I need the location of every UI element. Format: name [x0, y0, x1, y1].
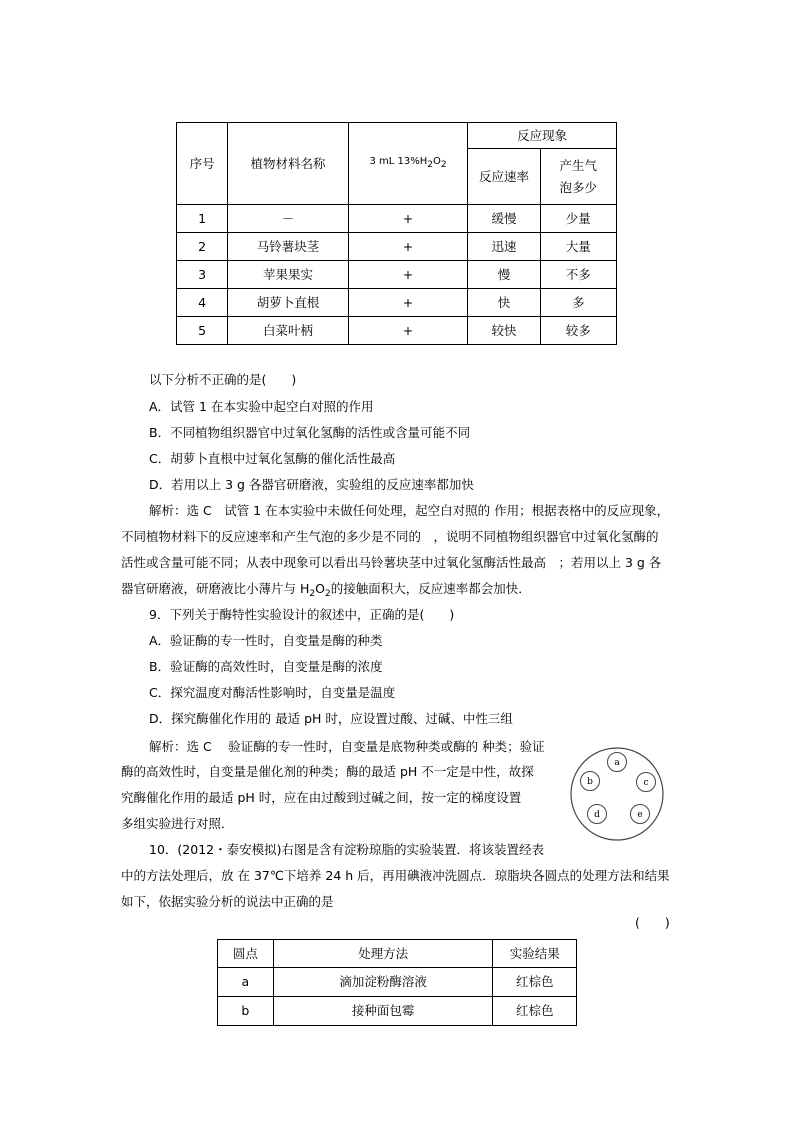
- table-row: 4 胡萝卜直根 + 快 多: [177, 289, 617, 317]
- table-row: 3 苹果果实 + 慢 不多: [177, 261, 617, 289]
- table-row: 1 － + 缓慢 少量: [177, 205, 617, 233]
- q8-explanation-line1: 解析：选 C 试管 1 在本实验中未做任何处理，起空白对照的 作用；根据表格中的反应现象，: [149, 503, 670, 518]
- q8-option-a: A．试管 1 在本实验中起空白对照的作用: [149, 399, 374, 414]
- q10-stem-line2: 中的方法处理后，放 在 37℃下培养 24 h 后，再用碘液冲洗圆点．琼脂块各圆点的处理方法和结果: [121, 868, 670, 883]
- q8-option-d: D．若用以上 3 g 各器官研磨液，实验组的反应速率都加快: [149, 477, 474, 492]
- q9-option-b: B．验证酶的高效性时，自变量是酶的浓度: [149, 659, 383, 674]
- header-h2o2: 3 mL 13%H2O2: [348, 123, 468, 205]
- q9-option-c: C．探究温度对酶活性影响时，自变量是温度: [149, 685, 396, 700]
- q9-explanation-line3: 究酶催化作用的最适 pH 时，应在由过酸到过碱之间，按一定的梯度设置: [121, 790, 522, 805]
- q10-stem-line1: 10．(2012・泰安模拟)右图是含有淀粉琼脂的实验装置．将该装置经表: [149, 842, 544, 857]
- q8-stem: 以下分析不正确的是( ): [149, 372, 297, 387]
- q8-explanation-line4: 器官研磨液，研磨液比小薄片与 $H_2O_2$的接触面积大，反应速率都会加快．: [121, 581, 531, 599]
- q10-answer-paren: ( ): [635, 915, 670, 930]
- q9-explanation-line2: 酶的高效性时，自变量是催化剂的种类；酶的最适 pH 不一定是中性，故探: [121, 764, 534, 779]
- q9-option-a: A．验证酶的专一性时，自变量是酶的种类: [149, 633, 383, 648]
- header-bubbles: 产生气 泡多少: [540, 149, 616, 205]
- reaction-table: [176, 122, 617, 345]
- header-rate: 反应速率: [468, 149, 540, 205]
- header-reaction: 反应现象: [468, 123, 617, 149]
- spot-label: a: [614, 758, 620, 768]
- q10-stem-line3: 如下，依据实验分析的说法中正确的是: [121, 894, 334, 909]
- table-row: b 接种面包霉 红棕色: [218, 997, 577, 1026]
- header-material: 植物材料名称: [228, 123, 349, 205]
- table-header-row: 圆点 处理方法 实验结果: [218, 940, 577, 968]
- q9-option-d: D．探究酶催化作用的 最适 pH 时，应设置过酸、过碱、中性三组: [149, 711, 513, 726]
- agar-plate-figure: [565, 742, 695, 842]
- q9-explanation-line4: 多组实验进行对照．: [121, 816, 234, 831]
- spot-label: d: [594, 810, 600, 820]
- spot-label: e: [637, 810, 643, 820]
- spot-label: c: [643, 778, 649, 788]
- table-row: a 滴加淀粉酶溶液 红棕色: [218, 968, 577, 997]
- q8-explanation-line2: 不同植物材料下的反应速率和产生气泡的多少是不同的 ，说明不同植物组织器官中过氧化氢酶的: [121, 529, 659, 544]
- q8-option-c: C．胡萝卜直根中过氧化氢酶的催化活性最高: [149, 451, 396, 466]
- spot-label: b: [587, 777, 593, 787]
- q8-explanation-line3: 活性或含量可能不同；从表中现象可以看出马铃薯块茎中过氧化氢酶活性最高 ；若用以上 3 g 各: [121, 555, 662, 570]
- table-row: 5 白菜叶柄 + 较快 较多: [177, 317, 617, 345]
- spot-treatment-table: [217, 939, 577, 1026]
- q9-stem: 9．下列关于酶特性实验设计的叙述中，正确的是( ): [149, 607, 455, 622]
- table-row: 2 马铃薯块茎 + 迅速 大量: [177, 233, 617, 261]
- q9-explanation-line1: 解析：选 C 验证酶的专一性时，自变量是底物种类或酶的 种类；验证: [149, 739, 545, 754]
- q8-option-b: B．不同植物组织器官中过氧化氢酶的活性或含量可能不同: [149, 425, 471, 440]
- header-no: 序号: [177, 123, 228, 205]
